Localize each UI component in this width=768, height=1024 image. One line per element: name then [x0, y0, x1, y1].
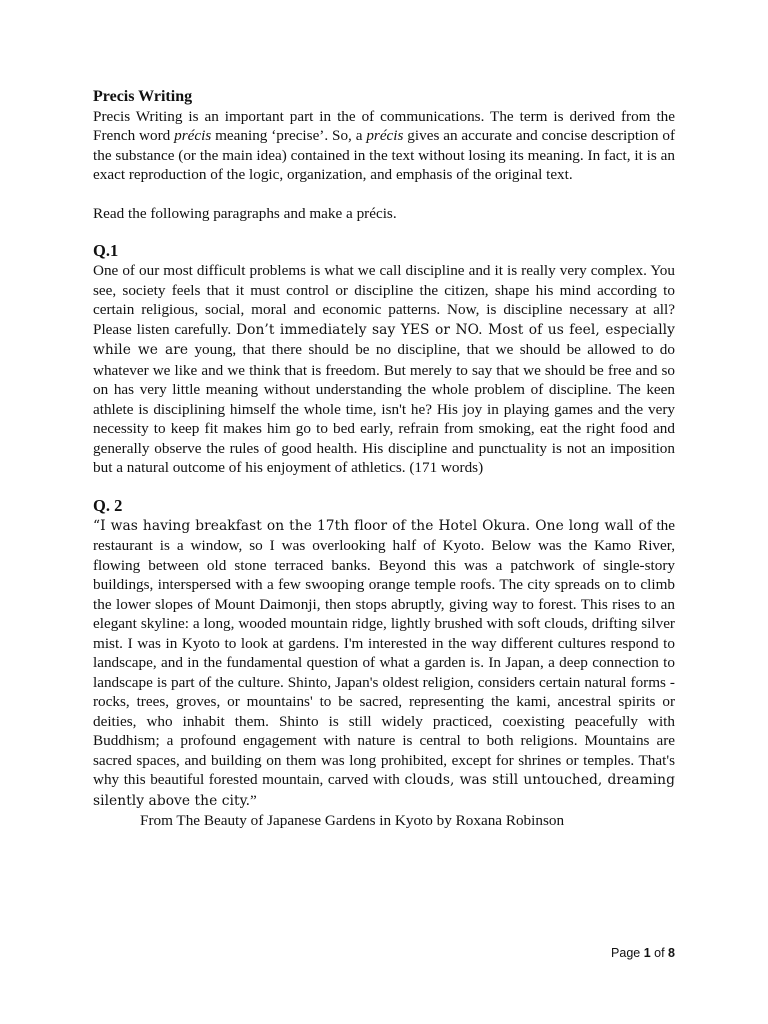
of-word: of [650, 946, 669, 960]
question-2-text-alt-font: “I was having breakfast on the 17th floor of the Hotel Okura. One long wall of [93, 517, 653, 534]
document-title: Precis Writing [93, 88, 193, 105]
page-number-footer [611, 946, 675, 960]
question-1-text-alt-font: Don’t immediately say YES or NO. Most of us feel, especially while we are [93, 321, 675, 358]
question-2-text-alt-font: clouds, was still untouched, dreaming silently above the city. [93, 772, 675, 809]
question-2-label: Q. 2 [93, 495, 123, 515]
intro-paragraph [93, 107, 675, 185]
intro-text: gives an accurate and concise description of the substance (or the main idea) contained in the text without losing its meaning. In fact, it is an exact reproduction of the logic, organization, and emphasis of the original text. [93, 127, 676, 183]
current-page-number: 1 [643, 946, 651, 960]
total-page-count: 8 [668, 946, 675, 960]
question-2-text: the restaurant is a window, so I was overlooking half of Kyoto. Below was the Kamo River, flowing between old stone terraced banks. Beyond this was a patchwork of single-story buildings, interspersed with a few swooping orange temple roofs. The city spreads on to climb the lower slopes of Mount Daimonji, then stops abruptly, giving way to forest. This rises to an elegant skyline: a long, wooded mountain ridge, lightly brushed with soft clouds, drifting silver mist. I was in Kyoto to look at gardens. I'm interested in the way different cultures respond to landscape, and in the fundamental question of what a garden is. In Japan, a deep connection to landscape is part of the culture. Shinto, Japan's oldest religion, considers certain natural forms - rocks, trees, groves, or mountains' to be sacred, representing the kami, ancestral spirits or deities, who inhabit them. Shinto is still widely practiced, coexisting peacefully with Buddhism; a profound engagement with nature is central to both religions. Mountains are sacred spaces, and building on them was long prohibited, except for shrines or temples. That's why this beautiful forested mountain, carved with [93, 516, 675, 788]
question-1-paragraph [93, 261, 675, 478]
question-1-label: Q.1 [93, 241, 119, 260]
question-2-paragraph [93, 516, 675, 812]
document-page [93, 87, 675, 831]
instruction-text: Read the following paragraphs and make a précis. [93, 204, 397, 222]
question-1-text: young, that there should be no discipline, that we should be allowed to do whatever we like and we think that is freedom. But merely to say that we should be free and so on has very little meaning without understanding the whole problem of discipline. The keen athlete is disciplining himself the whole time, isn't he? His joy in playing games and the very necessity to keep fit makes him go to bed early, refrain from smoking, eat the right food and generally observe the rules of good health. His discipline and punctuality is not an imposition but a natural outcome of his enjoyment of athletics. (171 words) [93, 341, 675, 476]
intro-italic-term: précis [366, 127, 404, 144]
question-2-closing-quote: ” [250, 791, 257, 809]
page-word: Page [611, 946, 644, 960]
intro-text: meaning ‘precise’. So, a [211, 127, 367, 144]
intro-text: Precis Writing is an important part in the of communications. The term is derived from the French word [93, 107, 675, 144]
source-attribution: From The Beauty of Japanese Gardens in Kyoto by Roxana Robinson [140, 812, 565, 829]
intro-italic-term: précis [174, 127, 212, 144]
question-1-text: One of our most difficult problems is what we call discipline and it is really very complex. You see, society feels that it must control or discipline the citizen, shape his mind according to certain religious, social, moral and economic patterns. Now, is discipline necessary at all? Please listen carefully. [93, 262, 675, 338]
